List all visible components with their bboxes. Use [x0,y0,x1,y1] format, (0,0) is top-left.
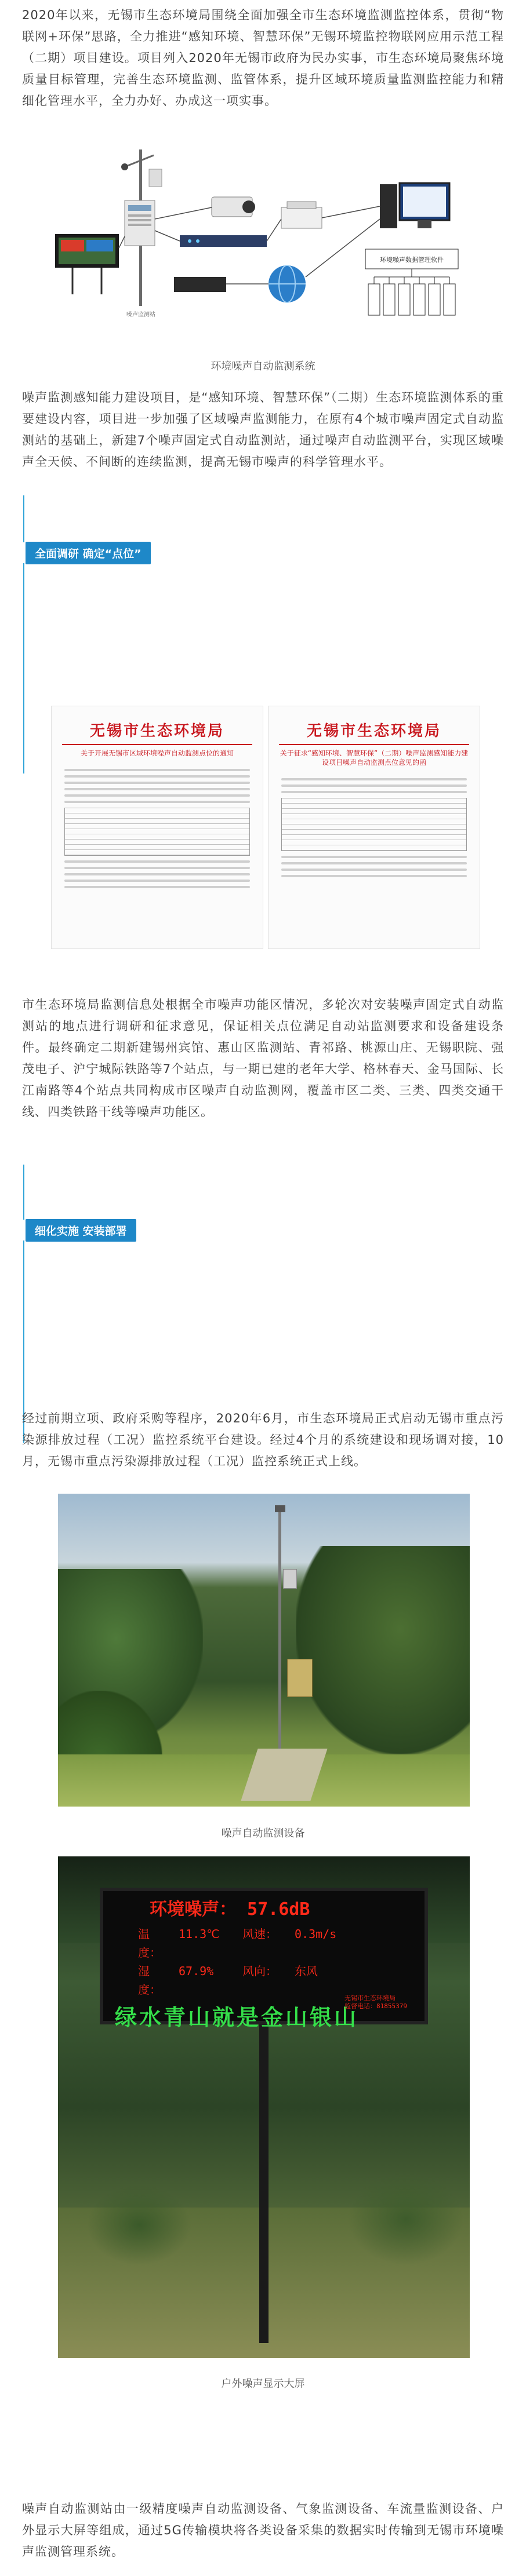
doc-right [268,706,480,949]
led-dir-label: 风向： [242,1964,277,1978]
software-box-label: 环境噪声数据管理软件 [380,256,444,264]
equipment-pole [278,1505,281,1772]
install-paragraph: 经过前期立项、政府采购等程序，2020年6月，市生态环境局正式启动无锡市重点污染源排放过程（工况）监控系统平台建设。经过4个月的系统建设和现场调对接，10月，无锡市重点污染源排放过程（工况）监控系统正式上线。 [22,1411,504,1468]
doc-right-subtitle: 关于征求“感知环境、智慧环保”（二期）噪声监测感知能力建设项目噪声自动监测点位意见的函 [280,749,469,767]
survey-paragraph: 市生态环境局监测信息处根据全市噪声功能区情况，多轮次对安装噪声固定式自动监测站的地点进行调研和征求意见，保证相关点位满足自动站监测要求和设备建设条件。最终确定二期新建锡州宾馆、惠山区监测站、青祁路、桃源山庄、无锡职院、强茂电子、沪宁城际铁路等7个站点，与一期已建的老年大学、格林春天、金马国际、长江南路等4个站点共同构成市区噪声自动监测网，覆盖市区二类、三类、四类交通干线、四类铁路干线等噪声功能区。 [22,998,504,1119]
diagram-illustration [55,132,467,323]
doc-right-table [281,798,467,851]
weather-sensor [149,169,162,187]
led-tel: 监督电话：81855379 [344,2002,407,2010]
project-paragraph: 噪声监测感知能力建设项目，是“感知环境、智慧环保”（二期）生态环境监测体系的重要建设内容，项目进一步加强了区域噪声监测能力，在原有4个城市噪声固定式自动监测站的基础上，新建7个噪声固定式自动监测站，通过噪声自动监测平台，实现区域噪声全天候、不间断的连续监测，提高无锡市噪声的科学管理水平。 [22,391,504,469]
intro-paragraph: 2020年以来，无锡市生态环境局围绕全面加强全市生态环境监测监控体系，贯彻“物联网+环保”思路，全力推进“感知环境、智慧环保”无锡环境监控物联网应用示范工程（二期）项目建设。项目列入2020年无锡市政府为民办实事，市生态环境局聚焦环境质量目标管理，完善生态环境监测、监管体系，提升区域环境质量监测监控能力和精细化管理水平，全力办好、办成这一项实事。 [22,8,504,108]
doc-left-subtitle: 关于开展无锡市区域环境噪声自动监测点位的通知 [80,749,234,757]
doc-right-header: 无锡市生态环境局 [306,723,441,740]
doc-left-table [64,808,250,856]
doc-left-rule [62,744,252,745]
equipment-cabinet [287,1659,313,1697]
section1-rule [23,495,24,773]
section2-rule [23,1165,24,1443]
doc-left-header: 无锡市生态环境局 [89,723,224,740]
equipment-photo [58,1494,470,1807]
weather-station [283,1569,297,1589]
recorder-device [174,277,226,292]
led-temp-label: 温度： [138,1927,161,1960]
section2-label: 细化实施 安装部署 [26,1219,136,1242]
led-org: 无锡市生态环境局 [344,1994,396,2002]
led-post [259,2019,269,2343]
printer-device [281,207,322,228]
closing-paragraph: 噪声自动监测站由一级精度噪声自动监测设备、气象监测设备、车流量监测设备、户外显示大屏等组成，通过5G传输模块将各类设备采集的数据实时传输到无锡市环境噪声监测管理系统。 [22,2502,504,2559]
led-photo [58,1856,470,2358]
section1-label: 全面调研 确定“点位” [26,542,151,564]
switch-device [180,235,267,247]
led-wind-label: 风速： [242,1927,277,1941]
doc-left [51,706,263,949]
led-dir-value: 东风 [295,1964,318,1978]
system-diagram [55,132,467,323]
led-slogan: 绿水青山就是金山银山 [115,2005,359,2030]
section2-heading [22,1220,142,1240]
led-temp-value: 11.3℃ [179,1927,220,1941]
section1-heading [22,542,157,563]
pc-tower [380,184,397,228]
led-wind-value: 0.3m/s [295,1927,337,1941]
led-hum-label: 湿度： [138,1964,161,1997]
led-noise-line: 环境噪声： 57.6dB [150,1899,310,1920]
photo1-caption: 噪声自动监测设备 [221,1827,305,1840]
led-board [100,1888,428,2030]
station-label: 噪声监测站 [126,312,155,318]
diagram-caption: 环境噪声自动监测系统 [211,360,315,373]
doc-right-rule [279,744,469,745]
photo2-caption: 户外噪声显示大屏 [221,2378,305,2390]
led-hum-value: 67.9% [179,1964,214,1978]
